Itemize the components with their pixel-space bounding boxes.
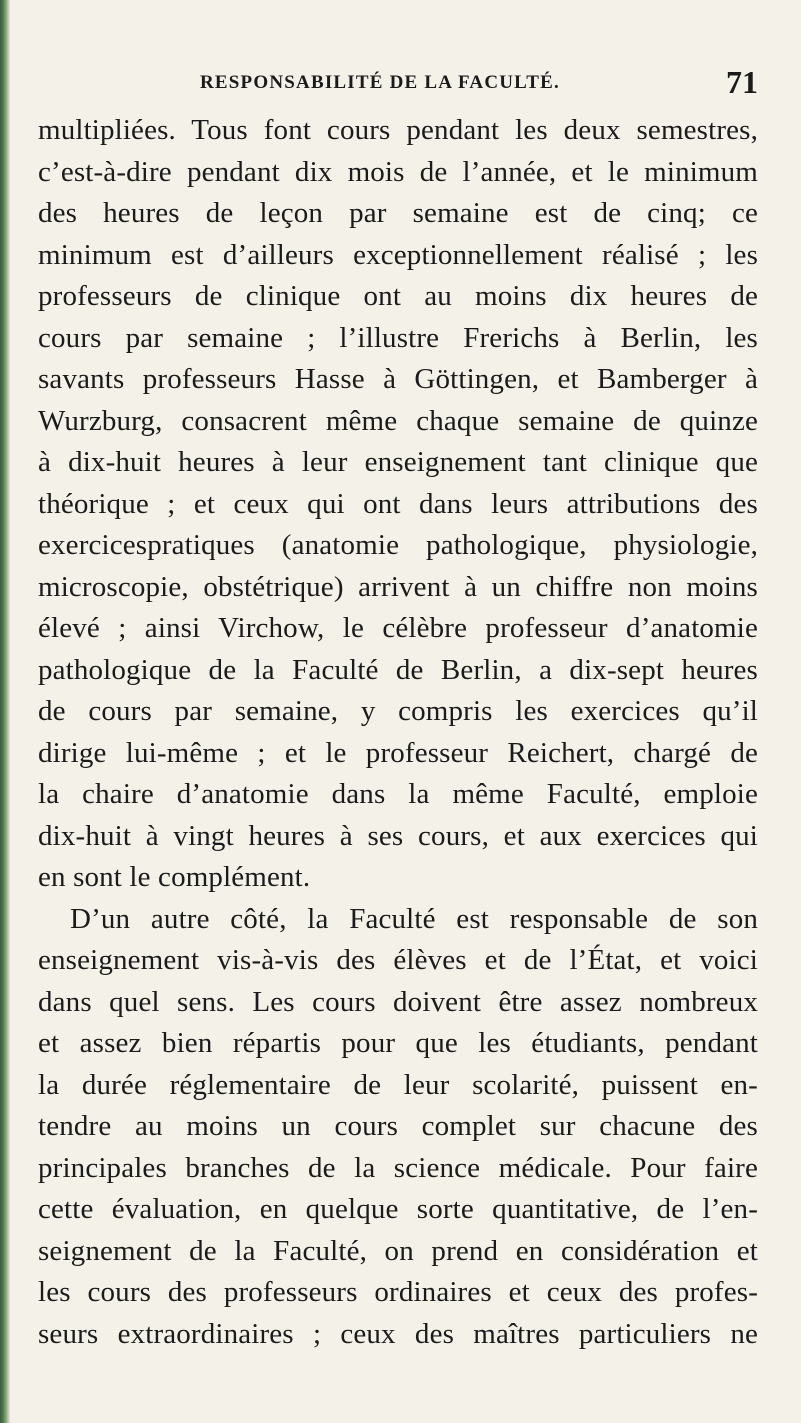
text-line: les cours des professeurs ordinaires et ceux des profes- — [38, 1276, 758, 1308]
text-line: des heures de leçon par semaine est de cinq; ce — [38, 197, 758, 229]
text-line: cours par semaine ; l’illustre Frerichs à Berlin, les — [38, 321, 758, 354]
text-line: la durée réglementaire de leur scolarité, puissent en- — [38, 1068, 758, 1101]
running-head-title: RESPONSABILITÉ DE LA FACULTÉ. — [200, 72, 561, 93]
text-line: pathologique de la Faculté de Berlin, a dix-sept heures — [38, 653, 758, 686]
text-line-paragraph-start: D’un autre côté, la Faculté est responsable de son — [70, 902, 758, 935]
text-line: Wurzburg, consacrent même chaque semaine de quinze — [38, 404, 758, 437]
text-line: dirige lui-même ; et le professeur Reichert, chargé de — [38, 736, 758, 769]
text-line: à dix-huit heures à leur enseignement tant clinique que — [38, 446, 758, 478]
text-line-paragraph-end: en sont le complément. — [38, 861, 311, 893]
running-head — [38, 64, 758, 110]
text-line: théorique ; et ceux qui ont dans leurs attributions des — [38, 487, 758, 520]
text-line: cette évaluation, en quelque sorte quantitative, de l’en- — [38, 1193, 758, 1225]
text-line: de cours par semaine, y compris les exercices qu’il — [38, 695, 758, 727]
text-line: professeurs de clinique ont au moins dix heures de — [38, 280, 758, 312]
text-line: multipliées. Tous font cours pendant les deux semestres, — [38, 114, 758, 146]
body-text — [38, 110, 758, 1355]
text-line: microscopie, obstétrique) arrivent à un chiffre non moins — [38, 570, 758, 603]
text-line: et assez bien répartis pour que les étudiants, pendant — [38, 1027, 758, 1059]
text-line: exercicespratiques (anatomie pathologique, physiologie, — [38, 529, 758, 561]
text-line: enseignement vis-à-vis des élèves et de l’État, et voici — [38, 944, 758, 976]
text-line: dans quel sens. Les cours doivent être assez nombreux — [38, 985, 758, 1018]
text-line: dix-huit à vingt heures à ses cours, et aux exercices qui — [38, 819, 758, 852]
text-line: élevé ; ainsi Virchow, le célèbre professeur d’anatomie — [38, 612, 758, 644]
page-number: 71 — [726, 64, 758, 100]
text-line: minimum est d’ailleurs exceptionnellement réalisé ; les — [38, 238, 758, 271]
binding-edge — [0, 0, 10, 1423]
text-line: principales branches de la science médicale. Pour faire — [38, 1151, 758, 1184]
text-line: seignement de la Faculté, on prend en considération et — [38, 1234, 758, 1267]
text-line: savants professeurs Hasse à Göttingen, et Bamberger à — [38, 363, 758, 395]
book-page — [38, 64, 758, 1355]
text-line: seurs extraordinaires ; ceux des maîtres particuliers ne — [38, 1317, 758, 1350]
text-line: la chaire d’anatomie dans la même Faculté, emploie — [38, 778, 758, 810]
text-line: tendre au moins un cours complet sur chacune des — [38, 1110, 758, 1142]
text-line: c’est-à-dire pendant dix mois de l’année, et le minimum — [38, 155, 758, 188]
